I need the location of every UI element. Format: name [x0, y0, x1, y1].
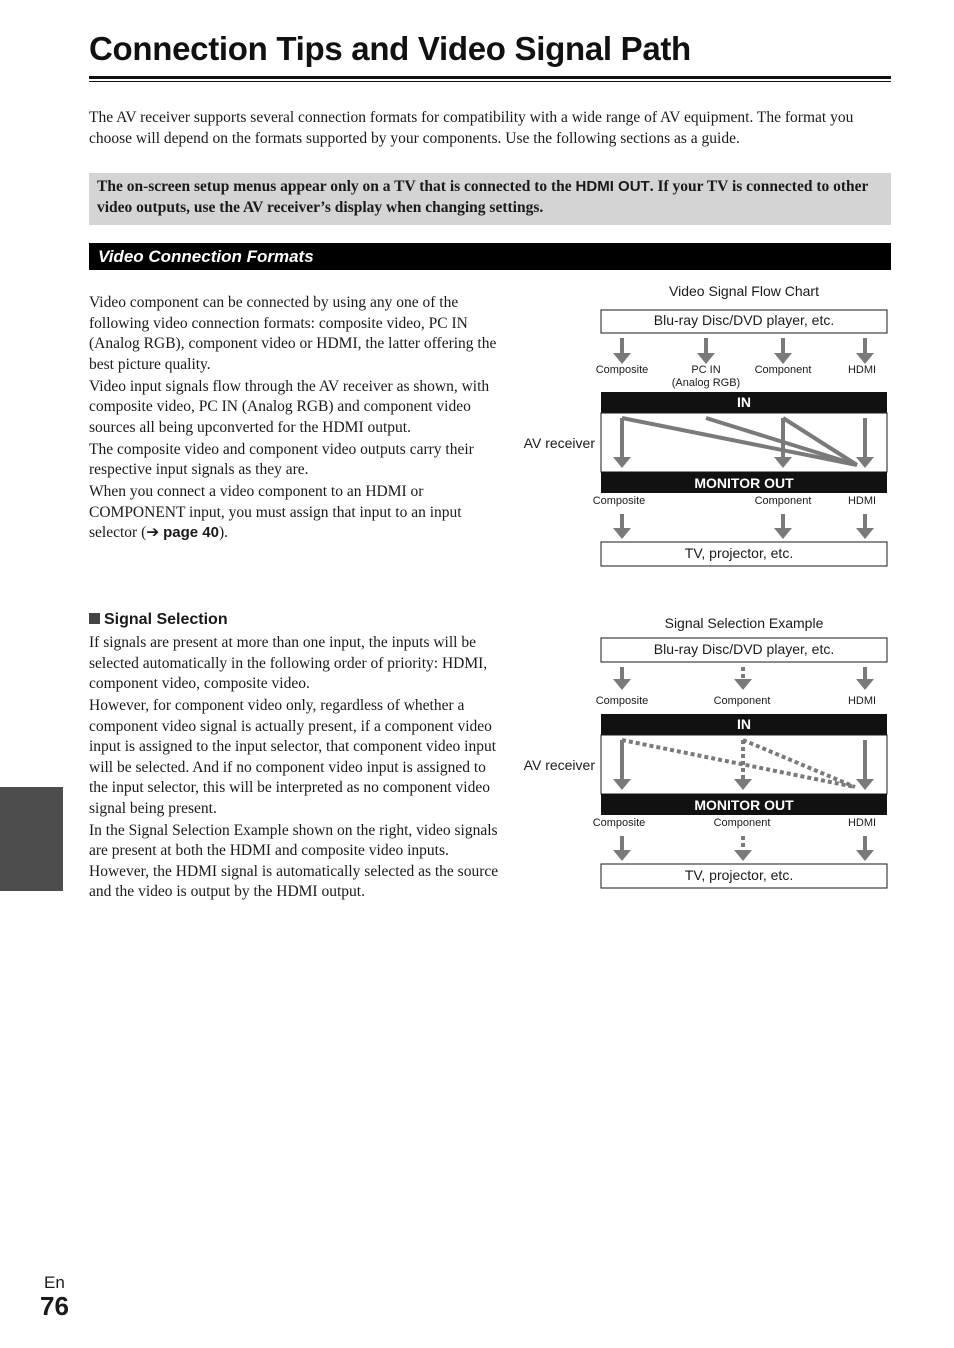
destination-device-label: TV, projector, etc.	[684, 545, 794, 561]
signal-selection-example	[505, 610, 905, 900]
selection-paragraph-1: If signals are present at more than one input, the inputs will be selected automatically in the following order of priority: HDMI, component video, composite video.	[89, 634, 488, 692]
formats-paragraph-1: Video component can be connected by using any one of the following video connection formats: composite video, PC IN (Analog RGB), component video or HDMI, the latter offering the best picture quality.	[89, 294, 497, 373]
out-label-hdmi: HDMI	[847, 817, 877, 829]
arrowhead-icon	[734, 679, 752, 690]
flow-chart-title: Video Signal Flow Chart	[669, 283, 819, 299]
title-rule-thick	[89, 76, 891, 79]
arrowhead-icon	[774, 353, 792, 364]
arrowhead-icon	[613, 679, 631, 690]
arrow-icon: ➔	[146, 524, 160, 541]
arrowhead-icon	[856, 353, 874, 364]
input-arrows	[613, 338, 874, 364]
note-text-2: . If your TV is connected to other video outputs, use the AV receiver’s display when changing settings.	[97, 178, 869, 216]
arrowhead-icon	[856, 528, 874, 539]
signal-selection-heading	[89, 611, 228, 629]
signal-selection-title: Signal Selection	[104, 611, 228, 628]
para4-text-b: ).	[218, 524, 229, 541]
arrowhead-icon	[613, 528, 631, 539]
arrowhead-icon	[856, 679, 874, 690]
selection-paragraph-2: However, for component video only, regardless of whether a component video signal is actually present, if a component video input is assigned to the input selector, that component video input will be selected. And if no component video input is assigned to the input selector, this will be interpreted as no component video signal being present.	[89, 697, 497, 817]
formats-paragraph-4	[89, 482, 499, 544]
title-rule-thin	[89, 81, 891, 82]
arrowhead-icon	[734, 850, 752, 861]
in-label-composite: Composite	[595, 364, 649, 376]
in-label-hdmi: HDMI	[847, 695, 877, 707]
note-hdmi-out: HDMI OUT	[575, 178, 650, 195]
output-arrows	[613, 514, 874, 539]
monitor-out-label: MONITOR OUT	[694, 797, 794, 813]
page-title: Connection Tips and Video Signal Path	[89, 30, 691, 67]
selection-text-column	[89, 633, 499, 904]
note-text-1: The on-screen setup menus appear only on a TV that is connected to the	[97, 178, 576, 195]
arrowhead-icon	[697, 353, 715, 364]
monitor-out-label: MONITOR OUT	[694, 475, 794, 491]
arrowhead-icon	[856, 850, 874, 861]
av-receiver-label: AV receiver	[523, 757, 595, 773]
in-label-component: Component	[713, 695, 771, 707]
video-signal-flow-chart	[505, 278, 905, 578]
selection-example-title: Signal Selection Example	[664, 615, 824, 631]
out-label-composite: Composite	[592, 495, 646, 507]
destination-device-label: TV, projector, etc.	[684, 867, 794, 883]
section-heading-video-connection-formats: Video Connection Formats	[89, 243, 891, 270]
input-arrows	[613, 667, 874, 690]
out-label-component: Component	[713, 817, 771, 829]
page-number: 76	[40, 1291, 69, 1321]
in-bar-label: IN	[737, 394, 751, 410]
formats-text-column	[89, 293, 499, 545]
arrowhead-icon	[613, 850, 631, 861]
output-arrows	[613, 836, 874, 861]
arrowhead-icon	[613, 353, 631, 364]
source-device-label: Blu-ray Disc/DVD player, etc.	[653, 312, 835, 328]
out-label-hdmi: HDMI	[847, 495, 877, 507]
in-label-hdmi: HDMI	[847, 364, 877, 376]
out-label-component: Component	[754, 495, 812, 507]
in-label-composite: Composite	[595, 695, 649, 707]
in-label-pcin: PC IN	[691, 364, 721, 376]
formats-paragraph-3: The composite video and component video outputs carry their respective input signals as they are.	[89, 440, 474, 478]
page-reference-link[interactable]: page 40	[163, 524, 219, 541]
square-bullet-icon	[89, 613, 100, 624]
setup-menu-note	[89, 173, 891, 225]
arrowhead-icon	[774, 528, 792, 539]
formats-paragraph-2: Video input signals flow through the AV receiver as shown, with composite video, PC IN (Analog RGB) and component video sources all being upconverted for the HDMI output.	[89, 377, 490, 436]
in-bar-label: IN	[737, 716, 751, 732]
intro-paragraph: The AV receiver supports several connection formats for compatibility with a wide range of AV equipment. The format you choose will depend on the formats supported by your components. Use the following sections as a guide.	[89, 109, 854, 147]
chapter-side-tab	[0, 787, 63, 891]
para4-text-a: When you connect a video component to an HDMI or COMPONENT input, you must assign that input to an input selector (	[89, 483, 462, 541]
in-label-pcin-sub: (Analog RGB)	[671, 377, 741, 389]
source-device-label: Blu-ray Disc/DVD player, etc.	[653, 641, 835, 657]
out-label-composite: Composite	[592, 817, 646, 829]
language-marker: En	[44, 1273, 65, 1292]
in-label-component: Component	[754, 364, 812, 376]
av-receiver-label: AV receiver	[523, 435, 595, 451]
selection-paragraph-3: In the Signal Selection Example shown on the right, video signals are present at both the HDMI and composite video inputs. However, the HDMI signal is automatically selected as the source and the video is output by the HDMI output.	[89, 821, 499, 900]
